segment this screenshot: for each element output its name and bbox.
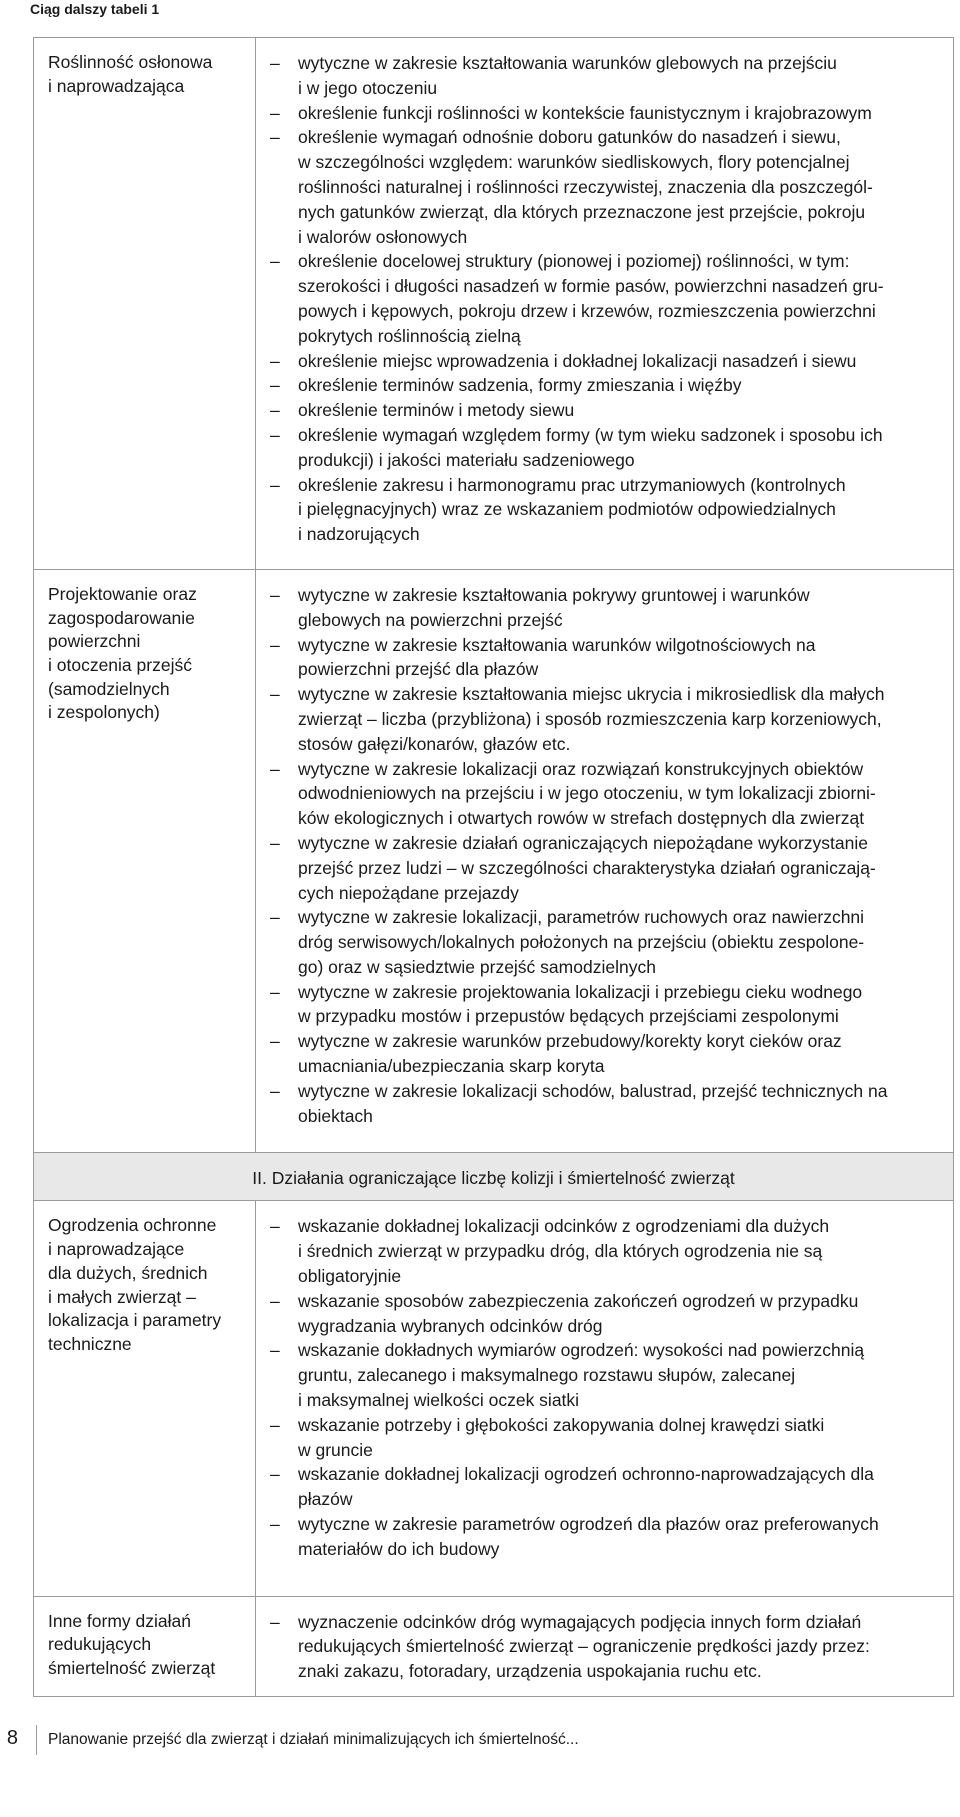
list-item-line: go) oraz w sąsiedztwie przejść samodzielnych (298, 956, 656, 977)
list-item-line: dróg serwisowych/lokalnych położonych na przejściu (obiektu zespolone- (298, 932, 865, 953)
list-item (268, 682, 943, 756)
list-item-line: – określenie zakresu i harmonogramu prac utrzymaniowych (kontrolnych (298, 474, 846, 495)
list-item (268, 349, 943, 374)
list-item (268, 757, 943, 831)
list-item (268, 905, 943, 979)
list-item (268, 249, 943, 348)
list-item-line: szerokości i długości nasadzeń w formie pasów, powierzchni nasadzeń gru- (298, 276, 884, 297)
row-items (256, 1201, 953, 1595)
list-item (268, 373, 943, 398)
list-item-line: – wytyczne w zakresie kształtowania pokrywy gruntowej i warunków (298, 584, 810, 605)
list-item (268, 1079, 943, 1129)
list-item-line: w przypadku mostów i przepustów będących przejściami zespolonymi (298, 1006, 839, 1027)
list-item-line: obligatoryjnie (298, 1266, 402, 1287)
row-label (34, 1597, 256, 1696)
list-item-line: powierzchni przejść dla płazów (298, 659, 539, 680)
list-item (268, 1214, 943, 1288)
table-row (34, 1596, 953, 1696)
list-item-line: – wytyczne w zakresie działań ograniczających niepożądane wykorzystanie (298, 832, 869, 853)
list-item-line: i walorów osłonowych (298, 226, 468, 247)
list-item-line: w gruncie (298, 1439, 373, 1460)
row-label-line: redukujących (48, 1634, 152, 1655)
list-item-line: ków ekologicznych i otwartych rowów w strefach dostępnych dla zwierząt (298, 808, 865, 829)
list-item-line: – wskazanie sposobów zabezpieczenia zakończeń ogrodzeń w przypadku (298, 1290, 859, 1311)
row-label-line: Ogrodzenia ochronne (48, 1215, 217, 1236)
list-item (268, 1462, 943, 1512)
row-items (256, 38, 953, 569)
list-item-line: – wyznaczenie odcinków dróg wymagających podjęcia innych form działań (298, 1611, 862, 1632)
row-label-line: Projektowanie oraz (48, 583, 197, 604)
list-item-line: i pielęgnacyjnych) wraz ze wskazaniem podmiotów odpowiedzialnych (298, 499, 836, 520)
list-item (268, 1512, 943, 1562)
list-item (268, 1413, 943, 1463)
list-item-line: roślinności naturalnej i roślinności rzeczywistej, znaczenia dla poszczegól- (298, 176, 873, 197)
list-item-line: i w jego otoczeniu (298, 77, 438, 98)
list-item-line: zwierząt – liczba (przybliżona) i sposób rozmieszczenia karp korzeniowych, (298, 708, 882, 729)
list-item-line: – wytyczne w zakresie kształtowania warunków wilgotnościowych na (298, 634, 816, 655)
list-item-line: – wytyczne w zakresie kształtowania warunków glebowych na przejściu (298, 53, 837, 73)
list-item (268, 1029, 943, 1079)
list-item-line: w szczególności względem: warunków siedliskowych, flory potencjalnej (298, 152, 850, 173)
list-item-line: gruntu, zalecanego i maksymalnego rozstawu słupów, zalecanej (298, 1365, 796, 1386)
list-item-line: i maksymalnej wielkości oczek siatki (298, 1390, 580, 1411)
list-item-line: – wytyczne w zakresie lokalizacji oraz rozwiązań konstrukcyjnych obiektów (298, 758, 864, 779)
table-row (34, 38, 953, 569)
list-item-line: – określenie wymagań względem formy (w tym wieku sadzonek i sposobu ich (298, 424, 883, 445)
list-item-line: – wytyczne w zakresie projektowania lokalizacji i przebiegu cieku wodnego (298, 981, 863, 1002)
footer-title: Planowanie przejść dla zwierząt i działań minimalizujących ich śmiertelność... (48, 1731, 579, 1748)
list-item-line: glebowych na powierzchni przejść (298, 609, 563, 630)
row-items (256, 570, 953, 1153)
row-label-line: i małych zwierząt – (48, 1286, 196, 1307)
list-item-line: – wytyczne w zakresie lokalizacji schodów, balustrad, przejść technicznych na (298, 1080, 888, 1101)
list-item-line: stosów gałęzi/konarów, głazów etc. (298, 733, 571, 754)
row-label-line: Inne formy działań (48, 1610, 191, 1631)
list-item (268, 423, 943, 473)
list-item-line: materiałów do ich budowy (298, 1538, 500, 1559)
list-item-line: – określenie terminów i metody siewu (298, 400, 575, 421)
list-item-line: – określenie wymagań odnośnie doboru gatunków do nasadzeń i siewu, (298, 127, 841, 148)
row-label-line: zagospodarowanie (48, 607, 195, 628)
list-item-line: – określenie miejsc wprowadzenia i dokładnej lokalizacji nasadzeń i siewu (298, 350, 857, 371)
page-number: 8 (6, 1727, 18, 1749)
list-item-line: redukujących śmiertelność zwierząt – ograniczenie prędkości jazdy przez: (298, 1636, 870, 1657)
list-item-line: – określenie funkcji roślinności w kontekście faunistycznym i krajobrazowym (298, 102, 872, 123)
row-label-line: i zespolonych) (48, 702, 160, 723)
guidelines-table (33, 37, 954, 1697)
list-item-line: i nadzorujących (298, 524, 420, 545)
row-label-line: i otoczenia przejść (48, 655, 192, 676)
list-item (268, 101, 943, 126)
row-label-line: i naprowadzająca (48, 75, 185, 96)
list-item-line: odwodnieniowych na przejściu i w jego otoczeniu, w tym lokalizacji zbiorni- (298, 783, 876, 804)
list-item (268, 125, 943, 249)
list-item (268, 583, 943, 633)
row-label-line: śmiertelność zwierząt (48, 1658, 216, 1679)
row-label-line: Roślinność osłonowa (48, 52, 213, 72)
row-label-line: powierzchni (48, 631, 141, 652)
row-label-line: techniczne (48, 1333, 132, 1354)
list-item (268, 398, 943, 423)
list-item (268, 980, 943, 1030)
footer-divider (36, 1725, 37, 1755)
list-item (268, 831, 943, 905)
table-row (34, 1200, 953, 1595)
list-item-line: – wytyczne w zakresie lokalizacji, parametrów ruchowych oraz nawierzchni (298, 907, 865, 928)
list-item-line: przejść przez ludzi – w szczególności charakterystyka działań ograniczają- (298, 857, 876, 878)
list-item-line: pokrytych roślinnością zielną (298, 325, 521, 346)
list-item-line: znaki zakazu, fotoradary, urządzenia uspokajania ruchu etc. (298, 1661, 762, 1682)
list-item-line: – wytyczne w zakresie warunków przebudowy/korekty koryt cieków oraz (298, 1031, 842, 1052)
row-items (256, 1597, 953, 1696)
row-label-line: dla dużych, średnich (48, 1262, 208, 1283)
table-row (34, 569, 953, 1153)
list-item-line: – określenie docelowej struktury (pionowej i poziomej) roślinności, w tym: (298, 251, 850, 272)
list-item (268, 473, 943, 547)
list-item-line: – wskazanie potrzeby i głębokości zakopywania dolnej krawędzi siatki (298, 1414, 825, 1435)
list-item (268, 51, 943, 101)
list-item-line: powych i kępowych, pokroju drzew i krzewów, rozmieszczenia powierzchni (298, 300, 876, 321)
row-label (34, 1201, 256, 1595)
list-item-line: – wytyczne w zakresie kształtowania miejsc ukrycia i mikrosiedlisk dla małych (298, 684, 885, 705)
list-item-line: obiektach (298, 1105, 373, 1126)
list-item-line: i średnich zwierząt w przypadku dróg, dla których ogrodzenia nie są (298, 1241, 823, 1262)
continuation-label: Ciąg dalszy tabeli 1 (30, 1, 160, 17)
list-item-line: produkcji) i jakości materiału sadzeniowego (298, 449, 635, 470)
list-item-line: – wskazanie dokładnej lokalizacji ogrodzeń ochronno-naprowadzających dla (298, 1464, 874, 1485)
list-item-line: – wytyczne w zakresie parametrów ogrodzeń dla płazów oraz preferowanych (298, 1514, 879, 1535)
list-item (268, 1610, 943, 1684)
row-label-line: lokalizacja i parametry (48, 1310, 222, 1331)
list-item-line: – wskazanie dokładnej lokalizacji odcinków z ogrodzeniami dla dużych (298, 1216, 830, 1237)
row-label (34, 38, 256, 569)
list-item-line: cych niepożądane przejazdy (298, 882, 519, 903)
list-item-line: – wskazanie dokładnych wymiarów ogrodzeń: wysokości nad powierzchnią (298, 1340, 865, 1361)
list-item-line: nych gatunków zwierząt, dla których przeznaczone jest przejście, pokroju (298, 201, 866, 222)
row-label-line: (samodzielnych (48, 678, 170, 699)
list-item (268, 633, 943, 683)
list-item (268, 1289, 943, 1339)
list-item-line: – określenie terminów sadzenia, formy zmieszania i więźby (298, 375, 742, 396)
list-item (268, 1338, 943, 1412)
list-item-line: płazów (298, 1489, 353, 1510)
section-heading: II. Działania ograniczające liczbę kolizji i śmiertelność zwierząt (34, 1152, 953, 1200)
row-label-line: i naprowadzające (48, 1239, 185, 1260)
list-item-line: wygradzania wybranych odcinków dróg (298, 1315, 603, 1336)
row-label (34, 570, 256, 1153)
list-item-line: umacniania/ubezpieczania skarp koryta (298, 1056, 605, 1077)
